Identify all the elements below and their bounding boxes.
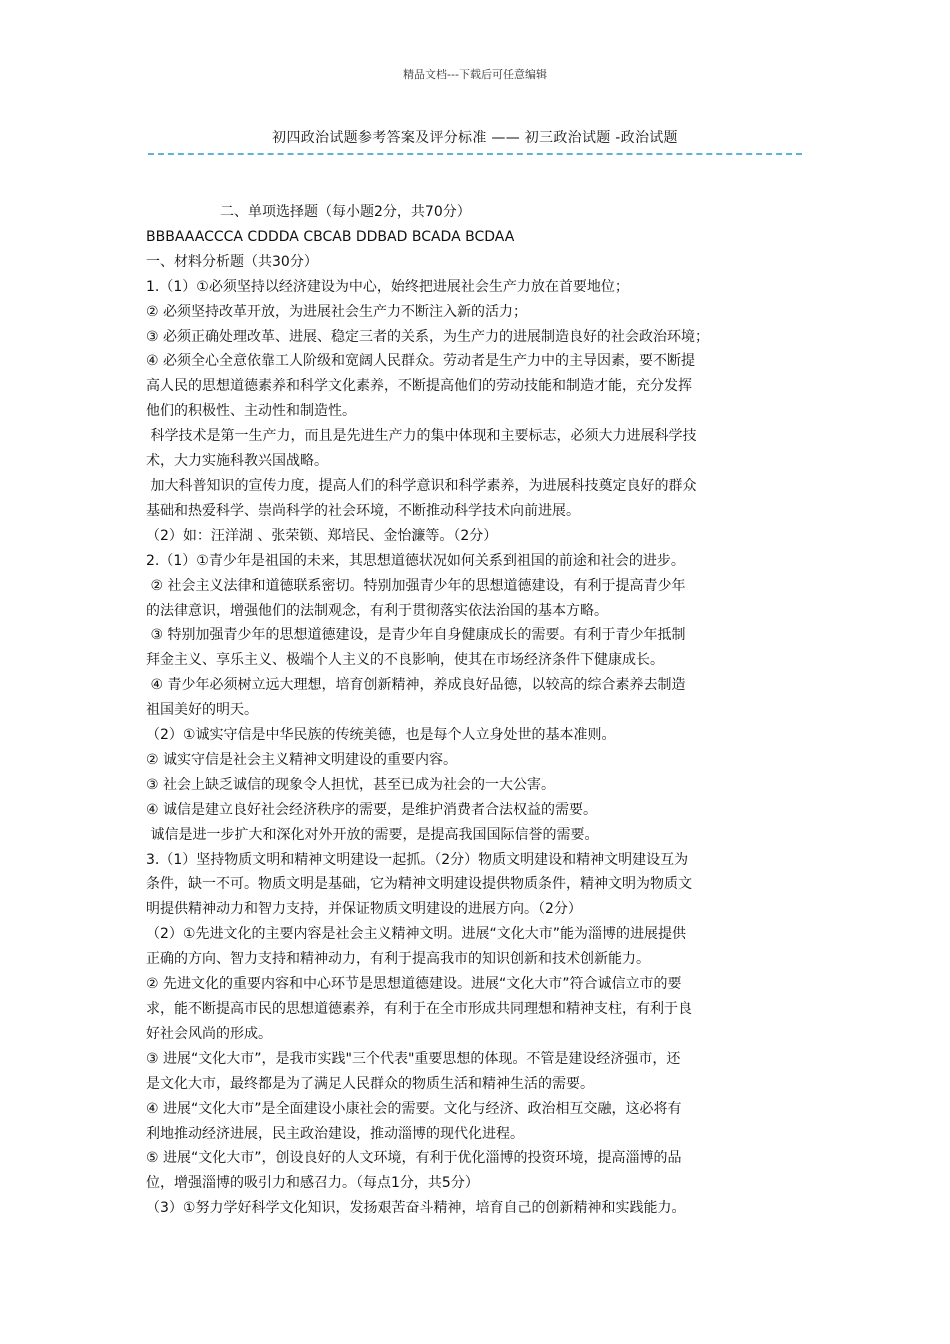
text-line: ② 先进文化的重要内容和中心环节是思想道德建设。进展“文化大市”符合诚信立市的要 (146, 976, 682, 993)
text-line: （2）①诚实守信是中华民族的传统美德，也是每个人立身处世的基本准则。 (146, 727, 616, 744)
text-line: 位，增强淄博的吸引力和感召力。（每点1分，共5分） (146, 1175, 479, 1192)
text-line: 他们的积极性、主动性和制造性。 (146, 403, 356, 420)
text-line: ④ 进展“文化大市”是全面建设小康社会的需要。文化与经济、政治相互交融，这必将有 (146, 1100, 682, 1117)
text-line: ③ 必须正确处理改革、进展、稳定三者的关系，为生产力的进展制造良好的社会政治环境； (146, 328, 709, 345)
text-line: ② 必须坚持改革开放，为进展社会生产力不断注入新的活力； (146, 303, 527, 320)
text-line: （3）①努力学好科学文化知识，发扬艰苦奋斗精神，培育自己的创新精神和实践能力。 (146, 1200, 686, 1217)
text-line: 加大科普知识的宣传力度，提高人们的科学意识和科学素养，为进展科技奠定良好的群众 (146, 477, 697, 494)
text-line: ④ 必须全心全意依靠工人阶级和宽阔人民群众。劳动者是生产力中的主导因素，要不断提 (146, 353, 695, 370)
text-line: 高人民的思想道德素养和科学文化素养，不断提高他们的劳动技能和制造才能，充分发挥 (146, 378, 692, 395)
text-line: 是文化大市，最终都是为了满足人民群众的物质生活和精神生活的需要。 (146, 1075, 594, 1092)
document-body (146, 200, 810, 1221)
text-line: 的法律意识，增强他们的法制观念，有利于贯彻落实依法治国的基本方略。 (146, 602, 608, 619)
text-line: 科学技术是第一生产力，而且是先进生产力的集中体现和主要标志，必须大力进展科学技 (146, 428, 697, 445)
header-note: 精品文档---下载后可任意编辑 (403, 68, 547, 81)
document-title: 初四政治试题参考答案及评分标准 —— 初三政治试题 -政治试题 (272, 130, 678, 146)
section-heading-single-choice: 二、单项选择题（每小题2分，共70分） (220, 204, 471, 220)
text-line: ③ 特别加强青少年的思想道德建设，是青少年自身健康成长的需要。有利于青少年抵制 (146, 627, 686, 644)
text-line: 2.（1）①青少年是祖国的未来，其思想道德状况如何关系到祖国的前途和社会的进步。 (146, 552, 685, 569)
title-divider (148, 153, 802, 155)
section-heading-analysis: 一、材料分析题（共30分） (146, 253, 318, 270)
text-line: ③ 进展“文化大市”，是我市实践"三个代表"重要思想的体现。不管是建设经济强市，还 (146, 1050, 681, 1067)
text-line: ④ 诚信是建立良好社会经济秩序的需要，是维护消费者合法权益的需要。 (146, 801, 597, 818)
text-line: 祖国美好的明天。 (146, 702, 258, 719)
text-line: （2）如：汪洋湖 、张荣锁、郑培民、金怡濂等。（2分） (146, 527, 498, 544)
text-line: ② 社会主义法律和道德联系密切。特别加强青少年的思想道德建设，有利于提高青少年 (146, 577, 686, 594)
text-line: 3.（1）坚持物质文明和精神文明建设一起抓。（2分）物质文明建设和精神文明建设互为 (146, 851, 689, 868)
text-line: ② 诚实守信是社会主义精神文明建设的重要内容。 (146, 751, 457, 768)
text-line: 术，大力实施科教兴国战略。 (146, 453, 328, 470)
text-line: 好社会风尚的形成。 (146, 1025, 272, 1042)
text-line: （2）①先进文化的主要内容是社会主义精神文明。进展“文化大市”能为淄博的进展提供 (146, 926, 686, 943)
text-line: 诚信是进一步扩大和深化对外开放的需要，是提高我国国际信誉的需要。 (146, 826, 599, 843)
text-line: ③ 社会上缺乏诚信的现象令人担忧，甚至已成为社会的一大公害。 (146, 776, 555, 793)
answer-key: BBBAAACCCA CDDDA CBCAB DDBAD BCADA BCDAA (146, 228, 515, 245)
text-line: 求，能不断提高市民的思想道德素养，有利于在全市形成共同理想和精神支柱，有利于良 (146, 1001, 692, 1017)
text-line: ④ 青少年必须树立远大理想，培育创新精神，养成良好品德，以较高的综合素养去制造 (146, 677, 686, 694)
text-line: 拜金主义、享乐主义、极端个人主义的不良影响，使其在市场经济条件下健康成长。 (146, 652, 664, 669)
text-line: 1.（1）①必须坚持以经济建设为中心，始终把进展社会生产力放在首要地位； (146, 278, 629, 295)
text-line: 条件，缺一不可。物质文明是基础，它为精神文明建设提供物质条件，精神文明为物质文 (146, 876, 692, 893)
text-line: 利地推动经济进展，民主政治建设，推动淄博的现代化进程。 (146, 1125, 524, 1142)
text-line: 明提供精神动力和智力支持，并保证物质文明建设的进展方向。（2分） (146, 901, 582, 918)
text-line: ⑤ 进展“文化大市”，创设良好的人文环境，有利于优化淄博的投资环境，提高淄博的品 (146, 1150, 682, 1167)
answer-lines (146, 275, 810, 1221)
text-line: 基础和热爱科学、崇尚科学的社会环境，不断推动科学技术向前进展。 (146, 502, 580, 519)
text-line: 正确的方向、智力支持和精神动力，有利于提高我市的知识创新和技术创新能力。 (146, 951, 650, 968)
